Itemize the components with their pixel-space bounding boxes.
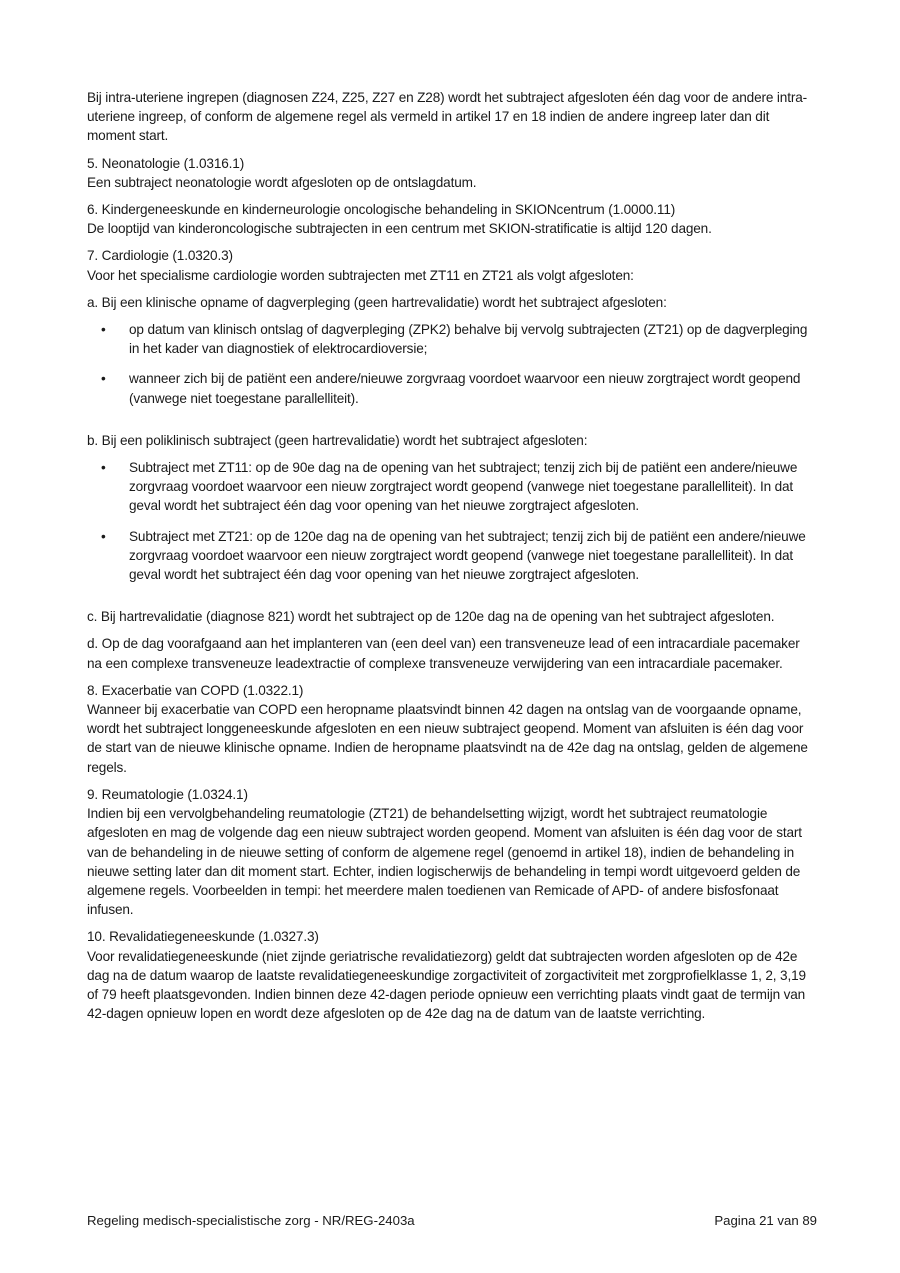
list-item: • Subtraject met ZT11: op de 90e dag na de opening van het subtraject; tenzij zich bij de patiënt een andere/nieuwe zorgvraag voordoet waarvoor een nieuw zorgtraject wordt geopend (vanwege niet toegestane parallelliteit). In dat geval wordt het subtraject één dag voor opening van het nieuwe zorgtraject afgesloten. [101, 460, 798, 514]
subsection-a-label: a. Bij een klinische opname of dagverpleging (geen hartrevalidatie) wordt het subtraject afgesloten: [87, 294, 667, 310]
list-item: • wanneer zich bij de patiënt een andere/nieuwe zorgvraag voordoet waarvoor een nieuw zorgtraject wordt geopend (vanwege niet toegestane parallelliteit). [101, 371, 801, 406]
section-body: De looptijd van kinderoncologische subtrajecten in een centrum met SKION-stratificatie is altijd 120 dagen. [87, 221, 712, 237]
section-heading: 9. Reumatologie (1.0324.1) [87, 786, 248, 802]
section-body: Indien bij een vervolgbehandeling reumatologie (ZT21) de behandelsetting wijzigt, wordt het subtraject reumatologie afgesloten en mag de volgende dag een nieuw subtraject worden geopend. Moment van afsluiten is één dag voor de start van de behandeling in de nieuwe setting of conform de algemene regel (genoemd in artikel 18), indien de behandeling in nieuwe setting later dan dit moment start. Echter, indien logischerwijs de behandeling in tempi wordt uitgevoerd gelden de algemene regels. Voorbeelden in tempi: het meerdere malen toedienen van Remicade of APD- of andere bisfosfonaat infusen. [87, 806, 802, 918]
subsection-b-label: b. Bij een poliklinisch subtraject (geen hartrevalidatie) wordt het subtraject afgesloten: [87, 432, 588, 448]
bullet-icon: • [101, 528, 106, 544]
section-heading: 5. Neonatologie (1.0316.1) [87, 155, 245, 171]
subsection-a-list [87, 320, 817, 408]
subsection-b-list [87, 458, 817, 584]
section-body: Een subtraject neonatologie wordt afgesloten op de ontslagdatum. [87, 174, 477, 190]
section-heading: 10. Revalidatiegeneeskunde (1.0327.3) [87, 929, 319, 945]
section-heading: 8. Exacerbatie van COPD (1.0322.1) [87, 682, 304, 698]
section-6 [87, 200, 817, 238]
subsection-c: c. Bij hartrevalidatie (diagnose 821) wordt het subtraject op de 120e dag na de opening van het subtraject afgesloten. [87, 609, 775, 625]
section-8 [87, 681, 817, 777]
section-body: Voor revalidatiegeneeskunde (niet zijnde geriatrische revalidatiezorg) geldt dat subtrajecten worden afgesloten op de 42e dag na de datum waarop de laatste revalidatiegeneeskundige zorgactiviteit of zorgactiviteit met zorgprofielklasse 1, 2, 3,19 of 79 heeft plaatsgevonden. Indien binnen deze 42-dagen periode opnieuw een verrichting plaats vindt gaat de termijn van 42-dagen opnieuw lopen en wordt deze afgesloten op de 42e dag na de datum van de laatste verrichting. [87, 948, 806, 1022]
bullet-icon: • [101, 322, 106, 338]
section-body: Voor het specialisme cardiologie worden subtrajecten met ZT11 en ZT21 als volgt afgesloten: [87, 267, 634, 283]
section-10 [87, 927, 817, 1023]
list-item: • Subtraject met ZT21: op de 120e dag na de opening van het subtraject; tenzij zich bij de patiënt een andere/nieuwe zorgvraag voordoet waarvoor een nieuw zorgtraject wordt geopend (vanwege niet toegestane parallelliteit). In dat geval wordt het subtraject één dag voor opening van het nieuwe zorgtraject afgesloten. [101, 528, 806, 583]
subsection-d: d. Op de dag voorafgaand aan het implanteren van (een deel van) een transveneuze lead of een intracardiale pacemaker na een complexe transveneuze leadextractie of complexe transveneuze verwijdering van een intracardiale pacemaker. [87, 636, 800, 671]
document-page [87, 88, 817, 1031]
section-heading: 6. Kindergeneeskunde en kinderneurologie oncologische behandeling in SKIONcentrum (1.0000.11) [87, 202, 676, 218]
footer-document-title: Regeling medisch-specialistische zorg - NR/REG-2403a [87, 1213, 415, 1228]
section-body: Wanneer bij exacerbatie van COPD een heropname plaatsvindt binnen 42 dagen na ontslag van de voorgaande opname, wordt het subtraject longgeneeskunde afgesloten en een nieuw subtraject geopend. Moment van afsluiten is één dag voor de start van de nieuwe klinische opname. Indien de heropname plaatsvindt na de 42e dag na ontslag, gelden de algemene regels. [87, 702, 808, 775]
bullet-icon: • [101, 460, 106, 476]
intro-paragraph: Bij intra-uteriene ingrepen (diagnosen Z24, Z25, Z27 en Z28) wordt het subtraject afgesloten één dag voor de andere intra-uteriene ingreep, of conform de algemene regel als vermeld in artikel 17 en 18 indien de andere ingreep later dan dit moment start. [87, 90, 807, 144]
list-item: • op datum van klinisch ontslag of dagverpleging (ZPK2) behalve bij vervolg subtrajecten (ZT21) op de dagverpleging in het kader van diagnostiek of elektrocardioversie; [101, 322, 808, 357]
section-5 [87, 154, 817, 192]
section-7 [87, 246, 817, 284]
section-heading: 7. Cardiologie (1.0320.3) [87, 248, 233, 264]
bullet-icon: • [101, 371, 106, 387]
page-footer [87, 1213, 817, 1228]
section-9 [87, 785, 817, 919]
footer-page-number: Pagina 21 van 89 [714, 1213, 817, 1228]
